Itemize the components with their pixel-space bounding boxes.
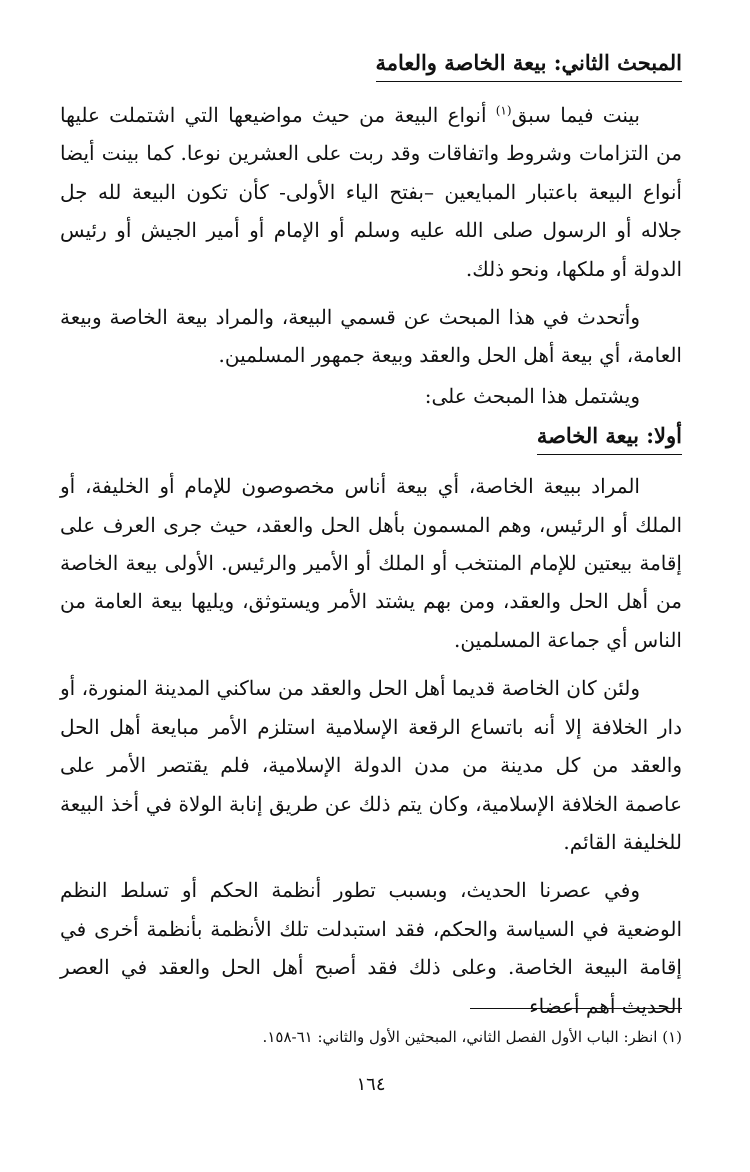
paragraph-4: المراد ببيعة الخاصة، أي بيعة أناس مخصوصون للإمام أو الخليفة، أو الملك أو الرئيس، وهم المسمون بأهل الحل والعقد، حيث جرى العرف على إقامة بيعتين للإمام المنتخب أو الملك أو الأمير والرئيس. الأولى بيعة الخاصة من أهل الحل والعقد، ومن بهم يشتد الأمر ويستوثق، ويليها بيعة العامة من الناس أي جماعة المسلمين. — [60, 474, 682, 652]
paragraph-2: وأتحدث في هذا المبحث عن قسمي البيعة، والمراد بيعة الخاصة وبيعة العامة، أي بيعة أهل الحل والعقد وبيعة جمهور المسلمين. — [60, 305, 682, 368]
section-heading-wrap — [60, 40, 682, 82]
paragraph-3: ويشتمل هذا المبحث على: — [424, 383, 640, 408]
book-page — [60, 40, 682, 1140]
footnote: (١) انظر: الباب الأول الفصل الثاني، المبحثين الأول والثاني: ٦١-١٥٨. — [262, 1028, 682, 1046]
footnote-reference[interactable]: (١) — [495, 103, 512, 118]
subsection-title: أولا: بيعة الخاصة — [537, 419, 682, 455]
paragraph-5: ولئن كان الخاصة قديما أهل الحل والعقد من ساكني المدينة المنورة، أو دار الخلافة إلا أنه باتساع الرقعة الإسلامية استلزم الأمر مبايعة أهل الحل والعقد من كل مدينة من مدن الدولة الإسلامية، فلم يقتصر الأمر على عاصمة الخلافة الإسلامية، وكان يتم ذلك عن طريق إنابة الولاة في أخذ البيعة للخليفة القائم. — [60, 676, 682, 854]
intro-text-start: بينت فيما سبق — [511, 103, 640, 127]
section-title: المبحث الثاني: بيعة الخاصة والعامة — [376, 46, 682, 82]
intro-text-rest: أنواع البيعة من حيث مواضيعها التي اشتملت عليها من التزامات وشروط واتفاقات وقد ربت على العشرين نوعا. كما بينت أيضا أنواع البيعة باعتبار المبايعين –بفتح الياء الأولى- كأن تكون البيعة لله جل جلاله أو الرسول صلى الله عليه وسلم أو الإمام أو أمير الجيش أو رئيس الدولة أو ملكها، ونحو ذلك. — [60, 103, 682, 281]
intro-paragraph — [60, 96, 682, 288]
footnote-divider — [470, 1008, 682, 1009]
page-number: ١٦٤ — [356, 1074, 386, 1095]
paragraph-6: وفي عصرنا الحديث، وبسبب تطور أنظمة الحكم أو تسلط النظم الوضعية في السياسة والحكم، فقد استبدلت تلك الأنظمة بأنظمة أخرى في إقامة البيعة الخاصة. وعلى ذلك فقد أصبح أهل الحل والعقد في العصر الحديث أهم أعضاء — [60, 878, 682, 1018]
subsection-heading-wrap — [60, 419, 682, 455]
